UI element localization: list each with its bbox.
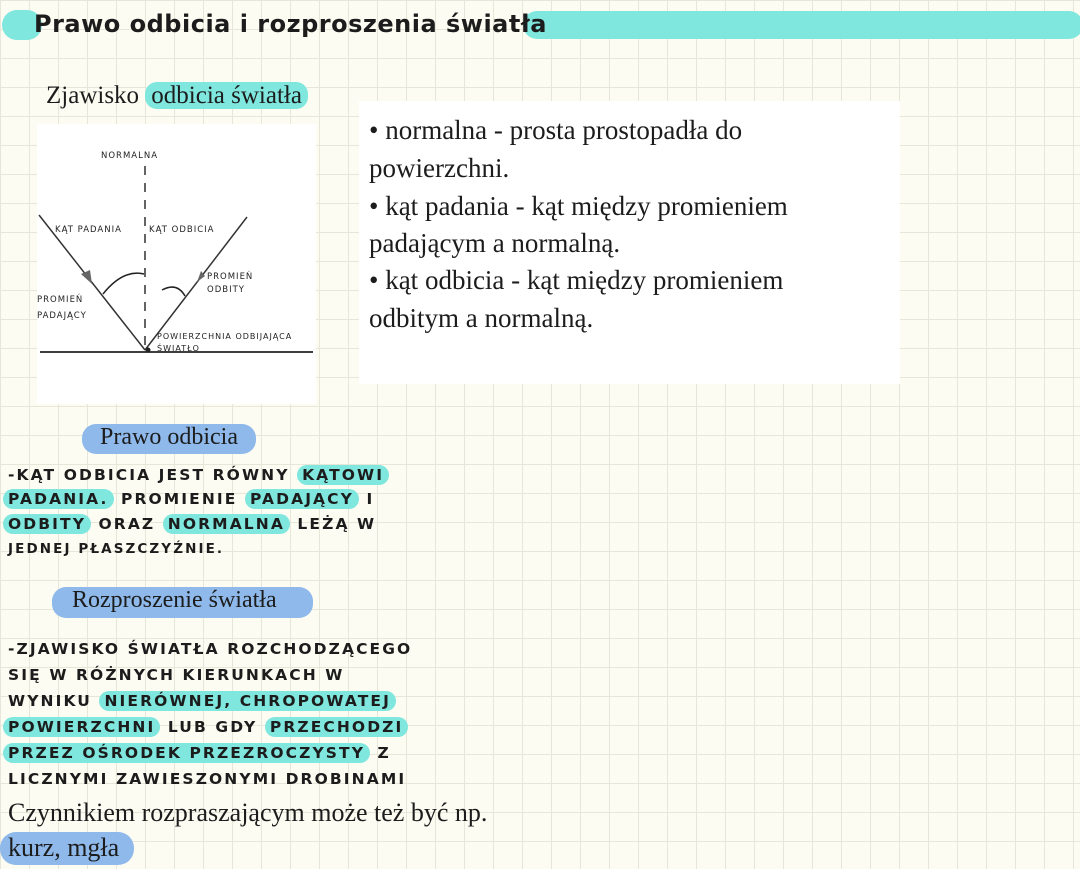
law-heading-pill: [82, 424, 256, 454]
law-text-part: I: [358, 490, 375, 508]
law-text-part: JEDNEJ PŁASZCZYŹNIE.: [8, 541, 225, 557]
law-text-part: PROMIENIE: [113, 490, 245, 508]
scattering-note-highlight-pill: [0, 832, 134, 865]
reflection-heading-plain: Zjawisko: [46, 82, 146, 109]
scattering-note: Czynnikiem rozpraszającym może też być np.: [8, 798, 488, 827]
law-text-highlight: NORMALNA: [163, 514, 290, 534]
incidence-point: [146, 348, 151, 353]
scattering-heading: Rozproszenie światła: [72, 587, 277, 613]
definition-line: powierzchni.: [369, 153, 510, 183]
reflected-ray: [145, 217, 247, 350]
reflected-ray-label-1: PROMIEŃ: [207, 272, 254, 282]
surface-label-1: POWIERZCHNIA ODBIJAJĄCA: [157, 332, 293, 341]
law-text-highlight: PADAJĄCY: [245, 489, 359, 509]
law-text-part: ORAZ: [91, 515, 163, 533]
incident-ray-label-2: PADAJĄCY: [37, 311, 87, 321]
reflection-heading-highlight: odbicia światła: [145, 82, 308, 109]
reflection-diagram: [37, 124, 316, 404]
law-text-highlight: PADANIA.: [3, 489, 114, 509]
scattering-text-highlight: PRZECHODZI: [265, 717, 409, 737]
law-text: [0, 462, 520, 562]
law-text-part: LEŻĄ W: [289, 515, 377, 533]
page-title: Prawo odbicia i rozproszenia światła: [34, 10, 547, 38]
normal-label: NORMALNA: [101, 151, 159, 161]
scattering-text-part: LICZNYMI ZAWIESZONYMI DROBINAMI: [8, 770, 407, 788]
definition-line: • kąt padania - kąt między promieniem: [369, 191, 788, 221]
scattering-text-part: Z: [370, 744, 391, 762]
incident-ray: [39, 215, 145, 350]
definition-line: • normalna - prosta prostopadła do: [369, 115, 743, 145]
reflection-heading: [46, 82, 308, 110]
definition-line: padającym a normalną.: [369, 228, 621, 258]
scattering-text-highlight: NIERÓWNEJ, CHROPOWATEJ: [99, 691, 395, 711]
law-text-part: -KĄT ODBICIA JEST RÓWNY: [8, 466, 298, 484]
incidence-angle-arc: [103, 273, 144, 294]
scattering-text-part: -ZJAWISKO ŚWIATŁA ROZCHODZĄCEGO: [8, 640, 413, 658]
title-highlight-right: [523, 11, 1080, 39]
scattering-heading-pill: [52, 587, 313, 618]
reflected-ray-label-2: ODBITY: [207, 285, 245, 295]
definition-line: • kąt odbicia - kąt między promieniem: [369, 265, 784, 295]
scattering-text-part: LUB GDY: [160, 718, 265, 736]
scattering-text-part: WYNIKU: [8, 692, 100, 710]
scattering-text-highlight: PRZEZ OŚRODEK PRZEZROCZYSTY: [3, 743, 370, 763]
surface-label-2: ŚWIATŁO: [157, 344, 200, 353]
scattering-text: [0, 636, 520, 796]
law-text-highlight: ODBITY: [3, 514, 91, 534]
reflection-angle-label: KĄT ODBICIA: [149, 225, 215, 235]
scattering-text-highlight: POWIERZCHNI: [3, 717, 160, 737]
law-heading: Prawo odbicia: [100, 424, 238, 450]
reflection-angle-arc: [162, 287, 185, 296]
incident-ray-label-1: PROMIEŃ: [37, 295, 84, 305]
scattering-text-part: SIĘ W RÓŻNYCH KIERUNKACH W: [8, 666, 345, 684]
law-text-highlight: KĄTOWI: [297, 465, 389, 485]
scattering-note-highlight: kurz, mgła: [8, 833, 120, 862]
incidence-angle-label: KĄT PADANIA: [55, 225, 122, 235]
definitions-box: [359, 101, 900, 384]
definition-line: odbitym a normalną.: [369, 303, 594, 333]
incident-arrow: [81, 270, 92, 284]
